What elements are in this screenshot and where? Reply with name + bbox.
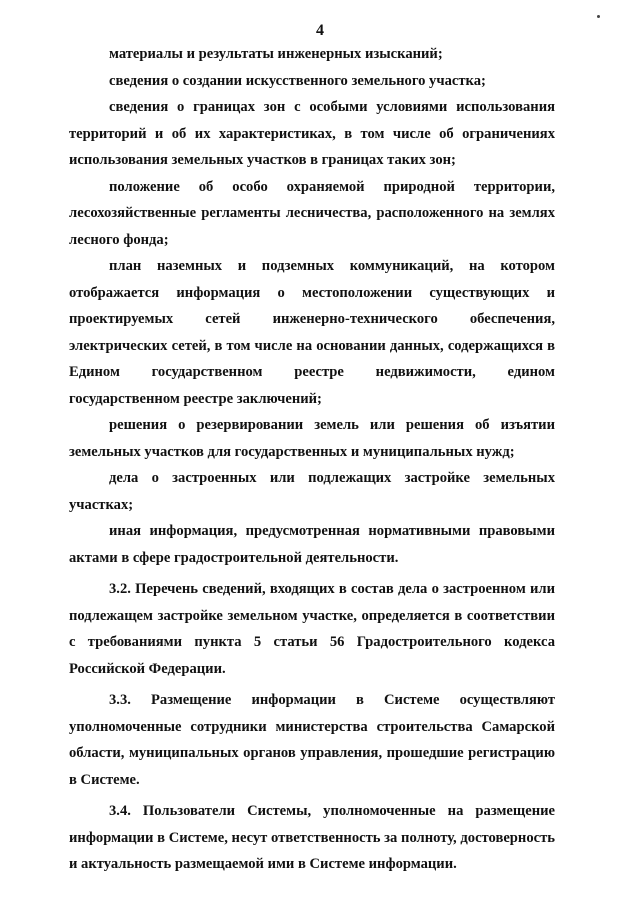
paragraph-other-information: иная информация, предусмотренная нормативными правовыми актами в сфере градостроительной деятельности. xyxy=(69,523,555,566)
paragraph-communications-plan: план наземных и подземных коммуникаций, на котором отображается информация о местоположении существующих и проектируемых сетей инженерно-технического обеспечения, электрических сетей, в том числе на основании данных, содержащихся в Едином государственном реестре недвижимости, едином государственном реестре заключений; xyxy=(69,258,555,407)
paragraph-protected-territory: положение об особо охраняемой природной территории, лесохозяйственные регламенты лесничества, расположенного на землях лесного фонда; xyxy=(69,178,555,248)
scan-speck xyxy=(597,15,600,18)
paragraph-section-3-4: 3.4. Пользователи Системы, уполномоченные на размещение информации в Системе, несут ответственность за полноту, достоверность и актуальность размещаемой ими в Системе информации. xyxy=(69,803,555,872)
paragraph-land-reservation: решения о резервировании земель или решения об изъятии земельных участков для государственных и муниципальных нужд; xyxy=(69,417,555,460)
paragraph-section-3-2: 3.2. Перечень сведений, входящих в состав дела о застроенном или подлежащем застройке земельном участке, определяется в соответствии с требованиями пункта 5 статьи 56 Градостроительного кодекса Российской Федерации. xyxy=(69,581,555,677)
paragraph-special-zones: сведения о границах зон с особыми условиями использования территорий и об их характеристиках, в том числе об ограничениях использования земельных участков в границах таких зон; xyxy=(69,99,555,168)
document-body xyxy=(69,41,555,878)
paragraph-engineering-surveys: материалы и результаты инженерных изысканий; xyxy=(109,46,443,62)
paragraph-artificial-land-plot: сведения о создании искусственного земельного участка; xyxy=(109,72,486,89)
page-number: 4 xyxy=(316,22,324,39)
paragraph-land-plot-files: дела о застроенных или подлежащих застройке земельных участках; xyxy=(69,470,555,513)
paragraph-section-3-3: 3.3. Размещение информации в Системе осуществляют уполномоченные сотрудники министерства строительства Самарской области, муниципальных органов управления, прошедшие регистрацию в Системе. xyxy=(69,692,555,788)
